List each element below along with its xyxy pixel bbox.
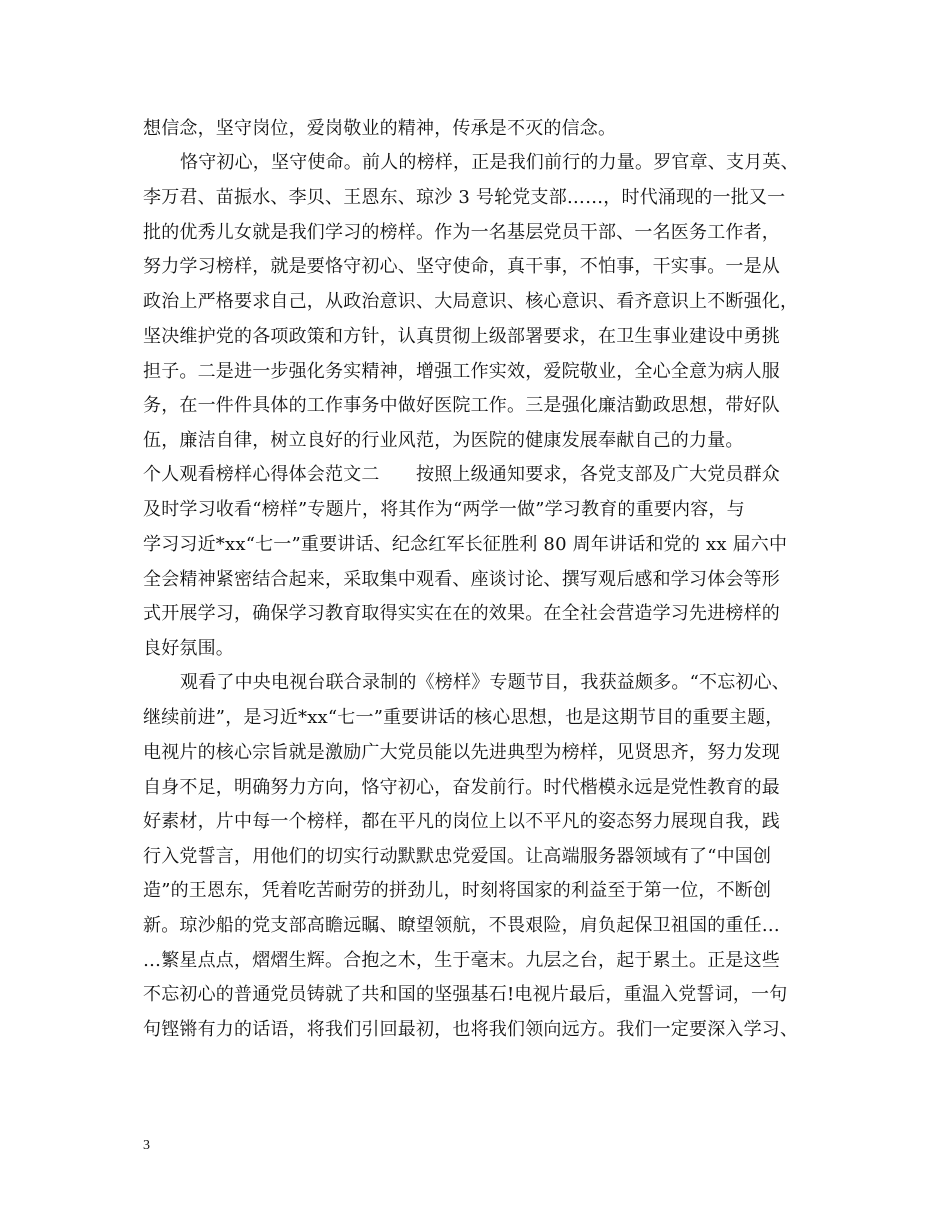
text-line: 行入党誓言，用他们的切实行动默默忠党爱国。让高端服务器领域有了“中国创 — [143, 846, 772, 867]
text-line: 担子。二是进一步强化务实精神，增强工作实效，爱院敬业，全心全意为病人服 — [143, 361, 780, 382]
text-line: 不忘初心的普通党员铸就了共和国的坚强基石!电视片最后，重温入党誓词，一句 — [143, 984, 788, 1005]
text-line: 句铿锵有力的话语，将我们引回最初，也将我们领向远方。我们一定要深入学习、 — [143, 1019, 799, 1040]
text-line: 努力学习榜样，就是要恪守初心、坚守使命，真干事，不怕事，干实事。一是从 — [143, 256, 780, 277]
text-line: 务，在一件件具体的工作事务中做好医院工作。三是强化廉洁勤政思想，带好队 — [143, 395, 780, 416]
text-line: 坚决维护党的各项政策和方针，认真贯彻上级部署要求，在卫生事业建设中勇挑 — [143, 326, 780, 347]
text-line: 自身不足，明确努力方向，恪守初心，奋发前行。时代楷模永远是党性教育的最 — [143, 777, 780, 798]
text-line: 式开展学习，确保学习教育取得实实在在的效果。在全社会营造学习先进榜样的 — [143, 603, 780, 624]
text-line: 李万君、苗振水、李贝、王恩东、琼沙 3 号轮党支部……，时代涌现的一批又一 — [143, 187, 786, 208]
text-line: 造”的王恩东，凭着吃苦耐劳的拼劲儿，时刻将国家的利益至于第一位，不断创 — [143, 880, 772, 901]
text-line: 学习习近*xx“七一”重要讲话、纪念红军长征胜利 80 周年讲话和党的 xx 届六中 — [143, 534, 788, 555]
text-line: 电视片的核心宗旨就是激励广大党员能以先进典型为榜样，见贤思齐，努力发现 — [143, 742, 780, 763]
text-line: 批的优秀儿女就是我们学习的榜样。作为一名基层党员干部、一名医务工作者， — [143, 222, 780, 243]
text-line: 伍，廉洁自律，树立良好的行业风范，为医院的健康发展奉献自己的力量。 — [143, 430, 744, 451]
text-line: 继续前进”，是习近*xx“七一”重要讲话的核心思想，也是这期节目的重要主题， — [143, 707, 784, 728]
text-line: 好素材，片中每一个榜样，都在平凡的岗位上以不平凡的姿态努力展现自我，践 — [143, 811, 780, 832]
page-number: 3 — [143, 1138, 150, 1153]
text-line: 观看了中央电视台联合录制的《榜样》专题节目，我获益颇多。“不忘初心、 — [180, 672, 790, 693]
text-line: 良好氛围。 — [143, 638, 234, 659]
text-line: …繁星点点，熠熠生辉。合抱之木，生于毫末。九层之台，起于累土。正是这些 — [143, 950, 780, 971]
text-line: 及时学习收看“榜样”专题片，将其作为“两学一做”学习教育的重要内容，与 — [143, 499, 745, 520]
text-line: 想信念，坚守岗位，爱岗敬业的精神，传承是不灭的信念。 — [143, 118, 617, 139]
text-line: 恪守初心，坚守使命。前人的榜样，正是我们前行的力量。罗官章、支月英、 — [180, 152, 799, 173]
text-line: 全会精神紧密结合起来，采取集中观看、座谈讨论、撰写观后感和学习体会等形 — [143, 569, 780, 590]
section-heading-line: 个人观看榜样心得体会范文二 按照上级通知要求，各党支部及广大党员群众 — [143, 464, 780, 485]
text-line: 新。琼沙船的党支部高瞻远瞩、瞭望领航，不畏艰险，肩负起保卫祖国的重任… — [143, 915, 780, 936]
text-line: 政治上严格要求自己，从政治意识、大局意识、核心意识、看齐意识上不断强化， — [143, 291, 799, 312]
